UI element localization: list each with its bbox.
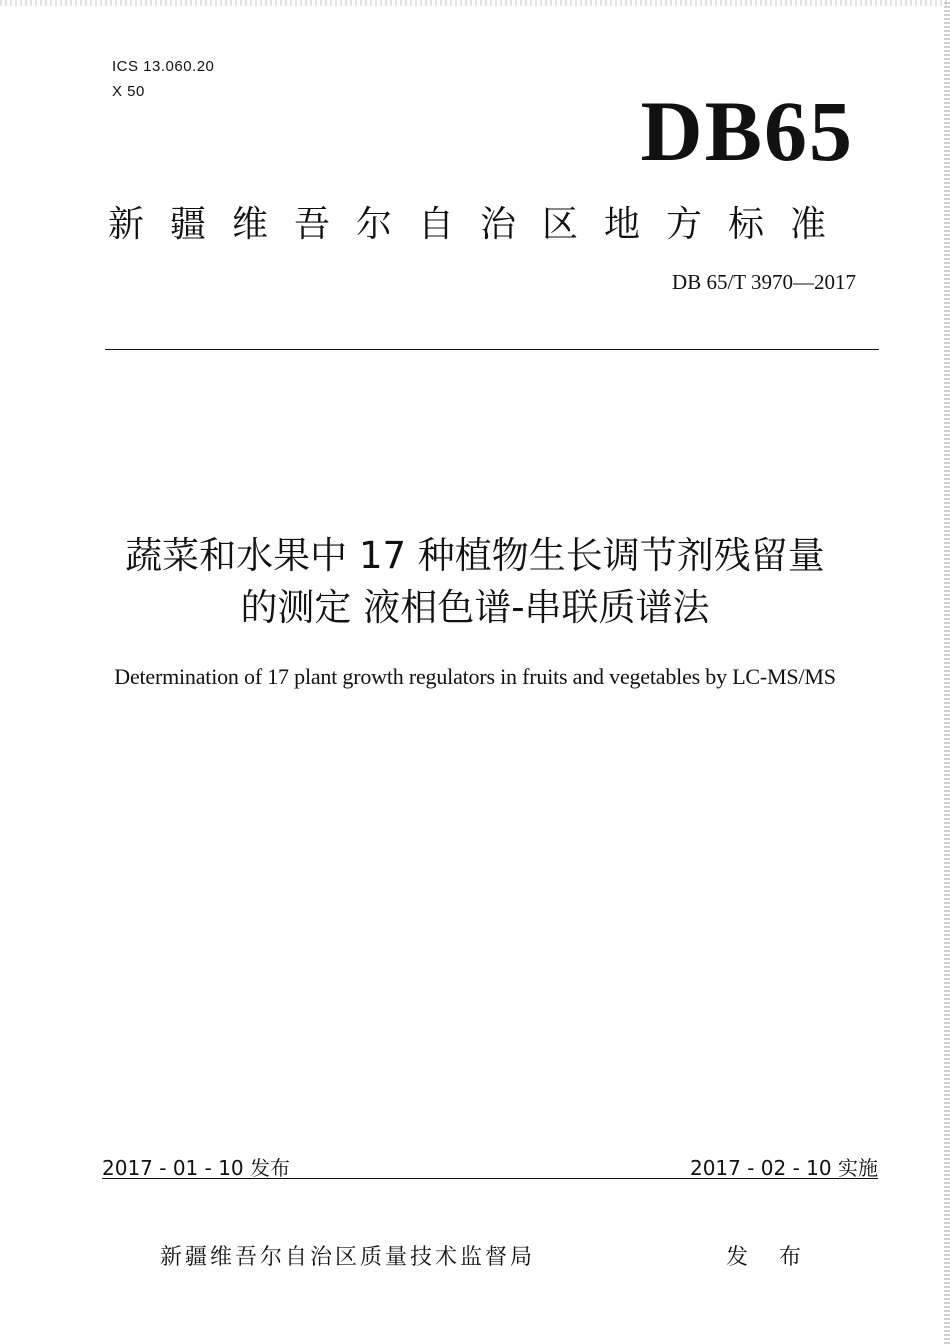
document-title-en: Determination of 17 plant growth regulators in fruits and vegetables by LC-MS/MS [114, 664, 836, 689]
issue-date: 2017 - 01 - 10 发布 [102, 1156, 291, 1180]
standard-number: DB 65/T 3970—2017 [672, 270, 856, 294]
publish-label: 发 布 [726, 1245, 813, 1270]
classification-code: X 50 [112, 83, 145, 100]
standard-type-heading: 新疆维吾尔自治区地方标准 [108, 204, 853, 245]
bottom-divider [102, 1178, 878, 1179]
document-title-zh [40, 530, 910, 634]
scan-border-right [944, 0, 950, 1344]
title-zh-line-1: 蔬菜和水果中 17 种植物生长调节剂残留量 [125, 534, 825, 577]
top-divider [105, 349, 879, 350]
publisher-name: 新疆维吾尔自治区质量技术监督局 [160, 1245, 536, 1270]
ics-code: ICS 13.060.20 [112, 58, 215, 75]
db-logo: DB65 [640, 83, 854, 179]
scan-border-top [0, 0, 950, 6]
title-zh-line-2: 的测定 液相色谱-串联质谱法 [240, 586, 710, 629]
implementation-date: 2017 - 02 - 10 实施 [689, 1156, 878, 1180]
